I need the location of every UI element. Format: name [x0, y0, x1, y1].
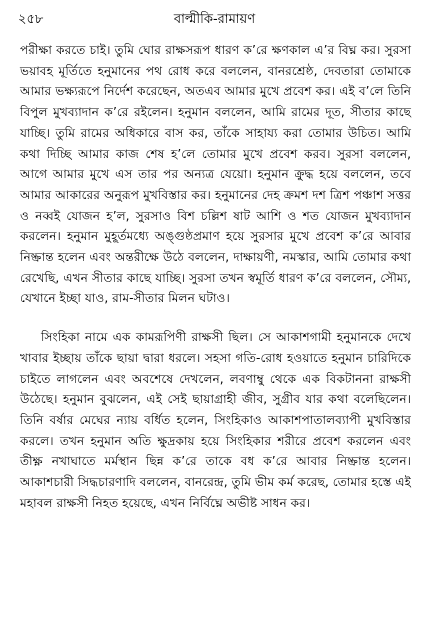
page-header [18, 10, 411, 30]
page-body [20, 40, 411, 513]
running-title: বাল্মীকি-রামায়ণ [173, 12, 256, 27]
paragraph-simhika: সিংহিকা নামে এক কামরূপিণী রাক্ষসী ছিল। সে আকাশগামী হনুমানকে দেখে খাবার ইচ্ছায় তাঁকে ছায়া দ্বারা ধরলে। সহসা গতি-রোধ হওয়াতে হনুমান চারিদিকে চাইতে লাগলেন এবং অবশেষে দেখলেন, লবণাম্বু থেকে এক বিকটাননা রাক্ষসী উঠেছে। হনুমান বুঝলেন, এই সেই ছায়াগ্রাহী জীব, সুগ্রীব যার কথা বলেছিলেন। তিনি বর্ষার মেঘের ন্যায় বর্ধিত হলেন, সিংহিকাও আকাশপাতালব্যাপী মুখবিস্তার করলে। তখন হনুমান অতি ক্ষুদ্রকায় হয়ে সিংহিকার শরীরে প্রবেশ করলেন এবং তীক্ষ্ণ নখাঘাতে মর্মস্থান ছিন্ন ক’রে তাকে বধ ক’রে আবার নিষ্ক্রান্ত হলেন। আকাশচারী সিদ্ধচারণাদি বললেন, বানরেন্দ্র, তুমি ভীম কর্ম করেছ, তোমার হস্তে এই মহাবল রাক্ষসী নিহত হয়েছে, এখন নির্বিঘ্নে অভীষ্ট সাধন কর। [20, 330, 411, 510]
page-number: ২৫৮ [18, 12, 44, 27]
paragraph-surasa: পরীক্ষা করতে চাই। তুমি ঘোর রাক্ষসরূপ ধারণ ক’রে ক্ষণকাল এ’র বিঘ্ন কর। সুরসা ভয়াবহ মূর্তিতে হনুমানের পথ রোধ করে বললেন, বানরশ্রেষ্ঠ, দেবতারা তোমাকে আমার ভক্ষ্যরূপে নির্দেশ করেছেন, অতএব আমার মুখে প্রবেশ কর। এই ব’লে তিনি বিপুল মুখব্যাদান ক’রে রইলেন। হনুমান বললেন, আমি রামের দূত, সীতার কাছে যাচ্ছি। তুমি রামের অধিকারে বাস কর, তাঁকে সাহায্য করা তোমার উচিত। আমি কথা দিচ্ছি আমার কাজ শেষ হ’লে তোমার মুখে প্রবেশ করব। সুরসা বললেন, আগে আমার মুখে এস তার পর অন্যত্র যেয়ো। হনুমান ক্রুদ্ধ হয়ে বললেন, তবে আমার আকারের অনুরূপ মুখবিস্তার কর। হনুমানের দেহ ক্রমশ দশ ত্রিশ পঞ্চাশ সত্তর ও নব্বই যোজন হ’ল, সুরসাও বিশ চল্লিশ ষাট আশি ও শত যোজন মুখব্যাদান করলেন। হনুমান মুহূর্তমধ্যে অঙ্গুষ্ঠপ্রমাণ হয়ে সুরসার মুখে প্রবেশ ক’রে আবার নিষ্ক্রান্ত হলেন এবং অন্তরীক্ষে উঠে বললেন, দাক্ষায়ণী, নমস্কার, আমি তোমার কথা রেখেছি, এখন সীতার কাছে যাচ্ছি। সুরসা তখন স্বমূর্তি ধারণ ক’রে বললেন, সৌম্য, যেখানে ইচ্ছা যাও, রাম-সীতার মিলন ঘটাও। [20, 43, 411, 306]
